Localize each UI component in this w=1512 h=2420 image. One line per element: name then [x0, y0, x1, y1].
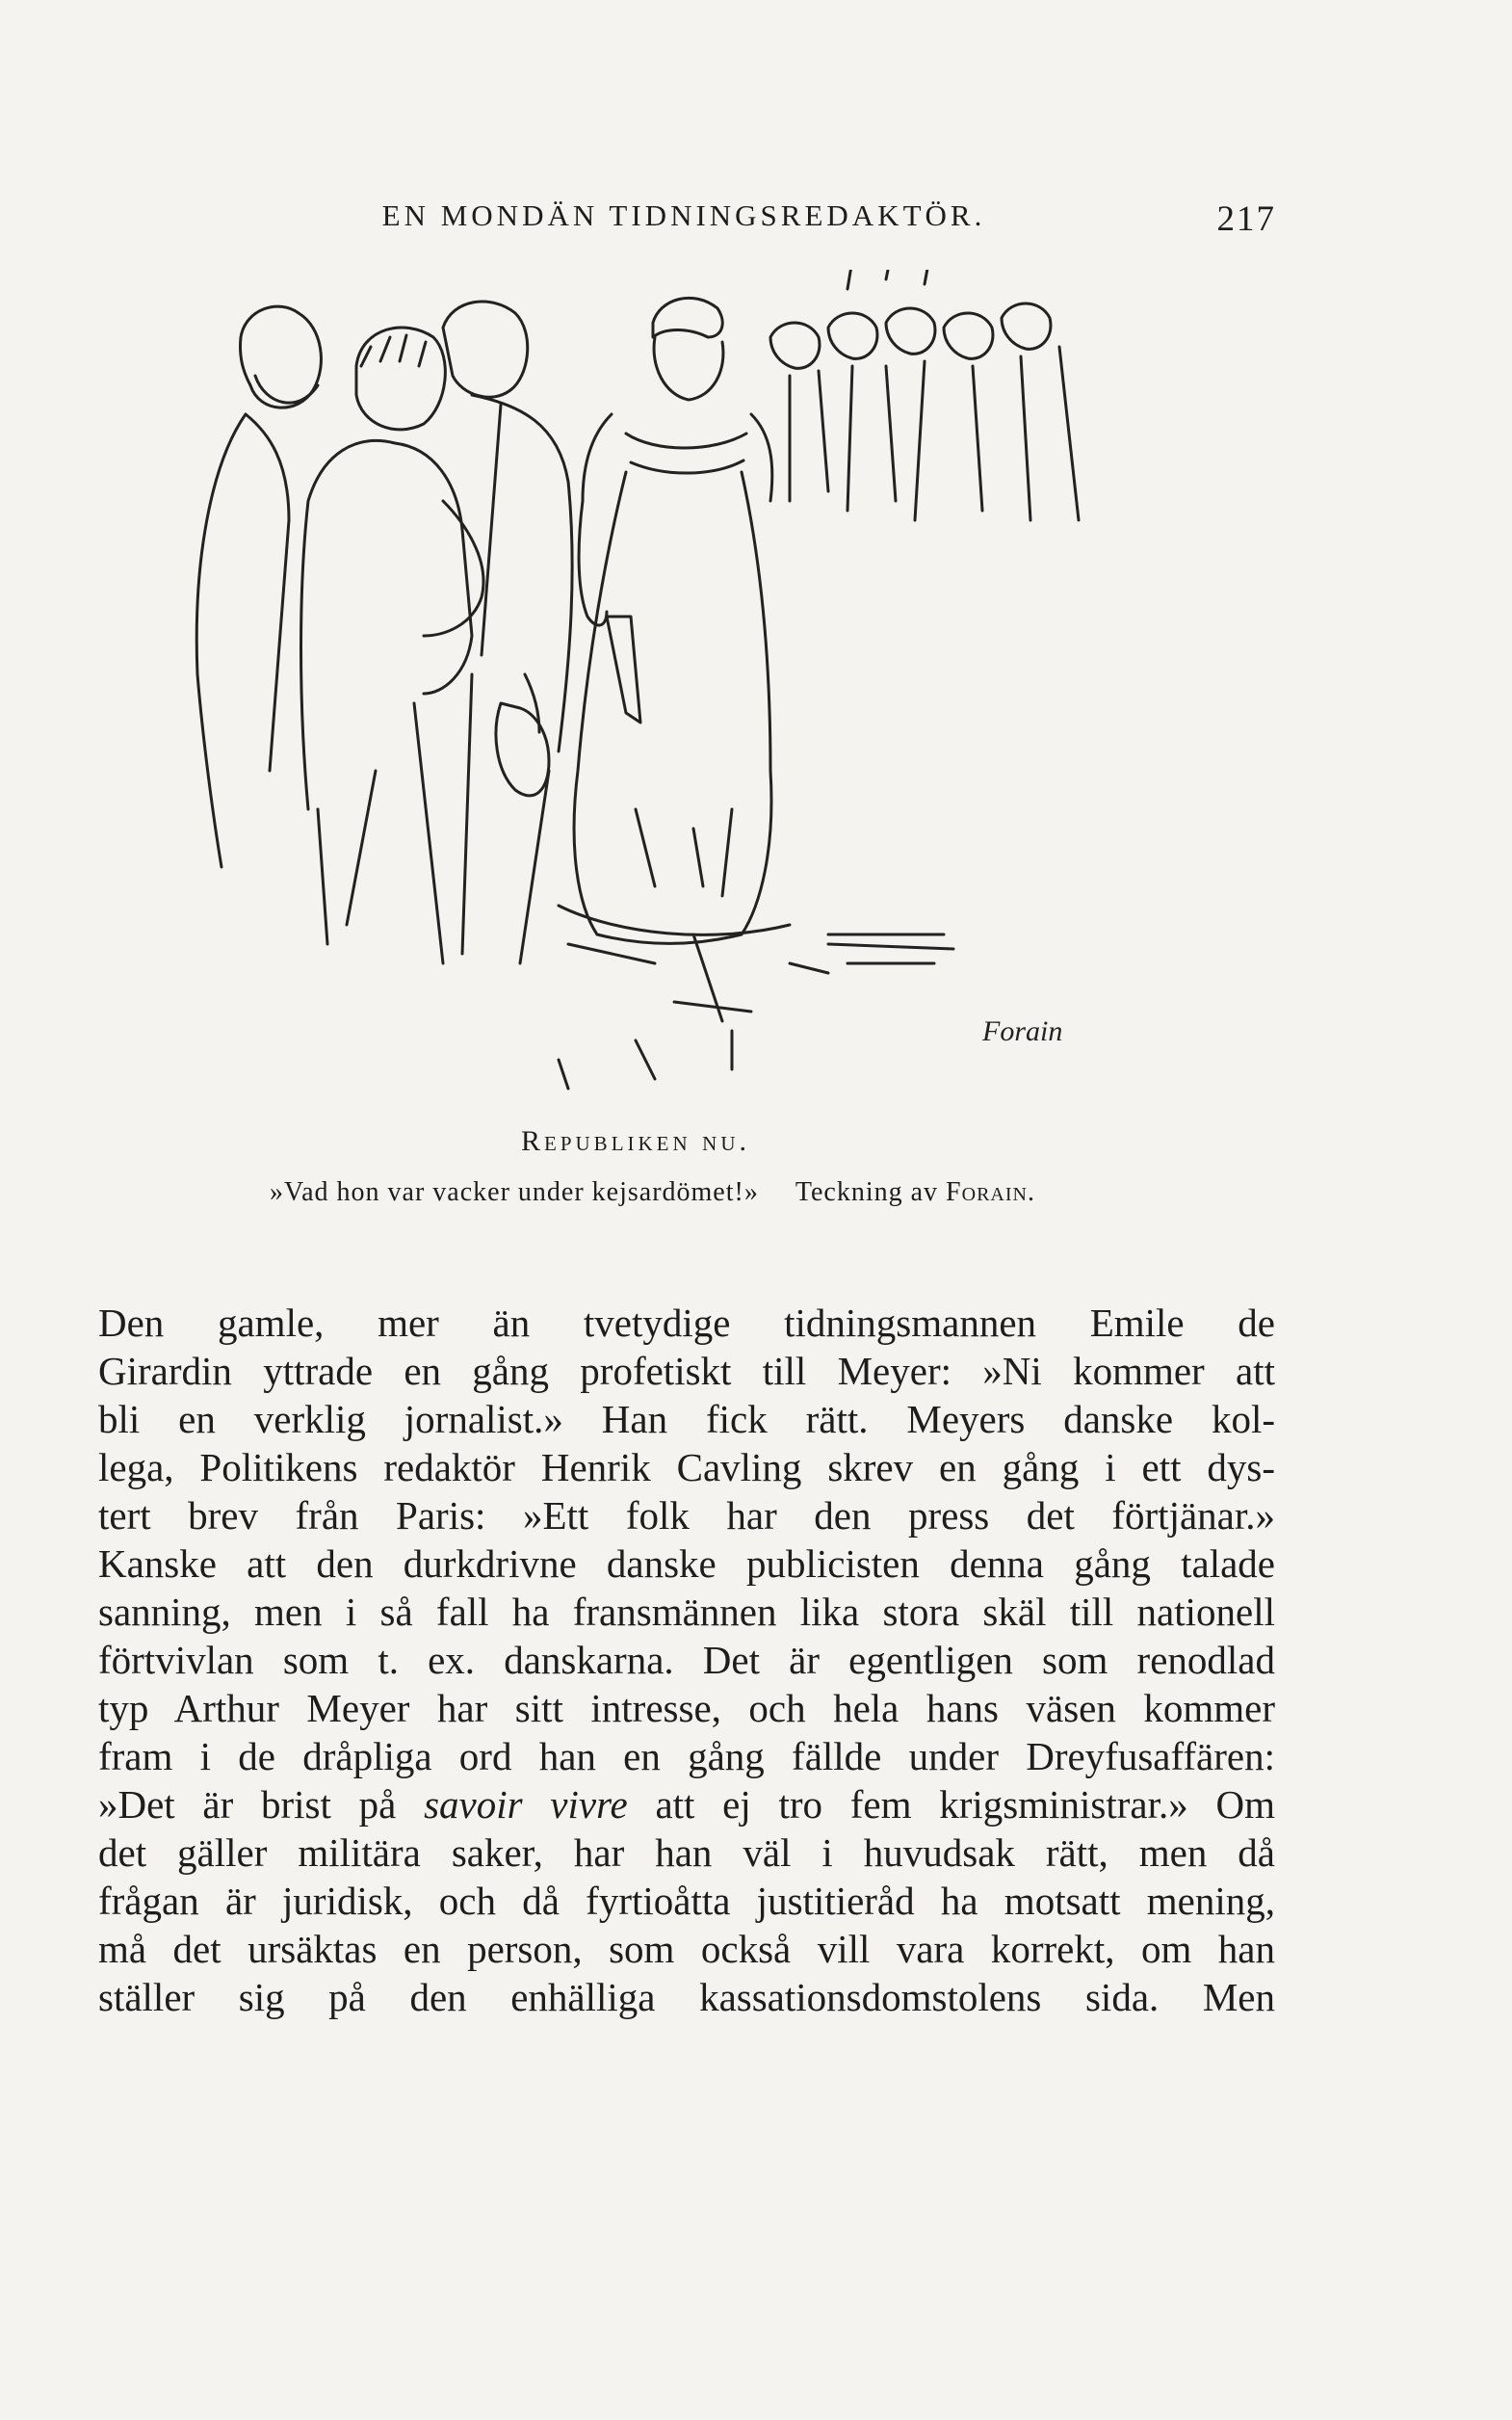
crowd-flags [847, 270, 929, 289]
body-line-with-italic [98, 1780, 1275, 1828]
right-man-head [443, 302, 528, 397]
crowd-bodies [790, 347, 1079, 520]
center-man-arm [424, 501, 483, 636]
caption-line [270, 1177, 1194, 1208]
body-line: fram i de dråpliga ord han en gång fällde under Dreyfusaffären: [98, 1734, 1275, 1778]
crowd-heads [770, 303, 1051, 368]
woman-dress [574, 472, 771, 943]
caption-quote: »Vad hon var vacker under kejsardömet!» [270, 1177, 759, 1207]
caption-credit-prefix: Teckning av [795, 1177, 939, 1207]
body-paragraph [98, 1299, 1275, 2021]
caption-credit [795, 1177, 1035, 1208]
artist-signature: Forain [982, 1015, 1063, 1047]
caption-artist: Forain. [946, 1177, 1035, 1207]
left-man-body [196, 414, 289, 867]
body-line: Girardin yttrade en gång profetiskt till Meyer: »Ni kommer att [98, 1349, 1275, 1393]
body-line: bli en verklig jornalist.» Han fick rätt. Meyers danske kol- [98, 1397, 1275, 1441]
body-line: frågan är juridisk, och då fyrtioåtta justitieråd ha motsatt mening, [98, 1879, 1275, 1923]
forain-drawing [154, 270, 1252, 1098]
woman-arm-left [579, 501, 607, 625]
italic-phrase: savoir vivre [424, 1782, 628, 1827]
left-man-beard [255, 376, 318, 403]
body-line: tert brev från Paris: »Ett folk har den press det förtjänar.» [98, 1493, 1275, 1538]
ground-lines [559, 934, 953, 1089]
page-number: 217 [1216, 199, 1276, 239]
running-head: EN MONDÄN TIDNINGSREDAKTÖR. [381, 198, 986, 232]
woman-fan [607, 617, 640, 723]
right-man-hat [496, 703, 549, 796]
body-line-pre: »Det är brist på [98, 1782, 425, 1827]
woman-bodice [626, 434, 746, 473]
left-man-head [240, 306, 321, 408]
right-man-coat [462, 395, 572, 963]
center-man-back [301, 441, 473, 964]
body-line: sanning, men i så fall ha fransmännen lika stora skäl till nationell [98, 1590, 1275, 1634]
body-line: Den gamle, mer än tvetydige tidningsmannen Emile de [98, 1301, 1275, 1345]
body-line: ställer sig på den enhälliga kassationsdomstolens sida. Men [98, 1975, 1275, 2019]
woman-cap [653, 298, 722, 337]
caption-title: Republiken nu. [521, 1125, 750, 1157]
center-man-head [356, 328, 445, 430]
woman-face [654, 337, 723, 400]
body-line: Kanske att den durkdrivne danske publicisten denna gång talade [98, 1541, 1275, 1586]
body-line: typ Arthur Meyer har sitt intresse, och hela hans väsen kommer [98, 1686, 1275, 1730]
body-line-post: att ej tro fem krigsministrar.» Om [627, 1782, 1275, 1827]
body-line: förtvivlan som t. ex. danskarna. Det är egentligen som renodlad [98, 1638, 1275, 1682]
body-line: må det ursäktas en person, som också vill vara korrekt, om han [98, 1927, 1275, 1971]
body-line: lega, Politikens redaktör Henrik Cavling skrev en gång i ett dys- [98, 1445, 1275, 1489]
woman-skirt-folds [636, 809, 732, 896]
body-line: det gäller militära saker, har han väl i huvudsak rätt, men då [98, 1830, 1275, 1875]
illustration [154, 270, 1252, 1098]
